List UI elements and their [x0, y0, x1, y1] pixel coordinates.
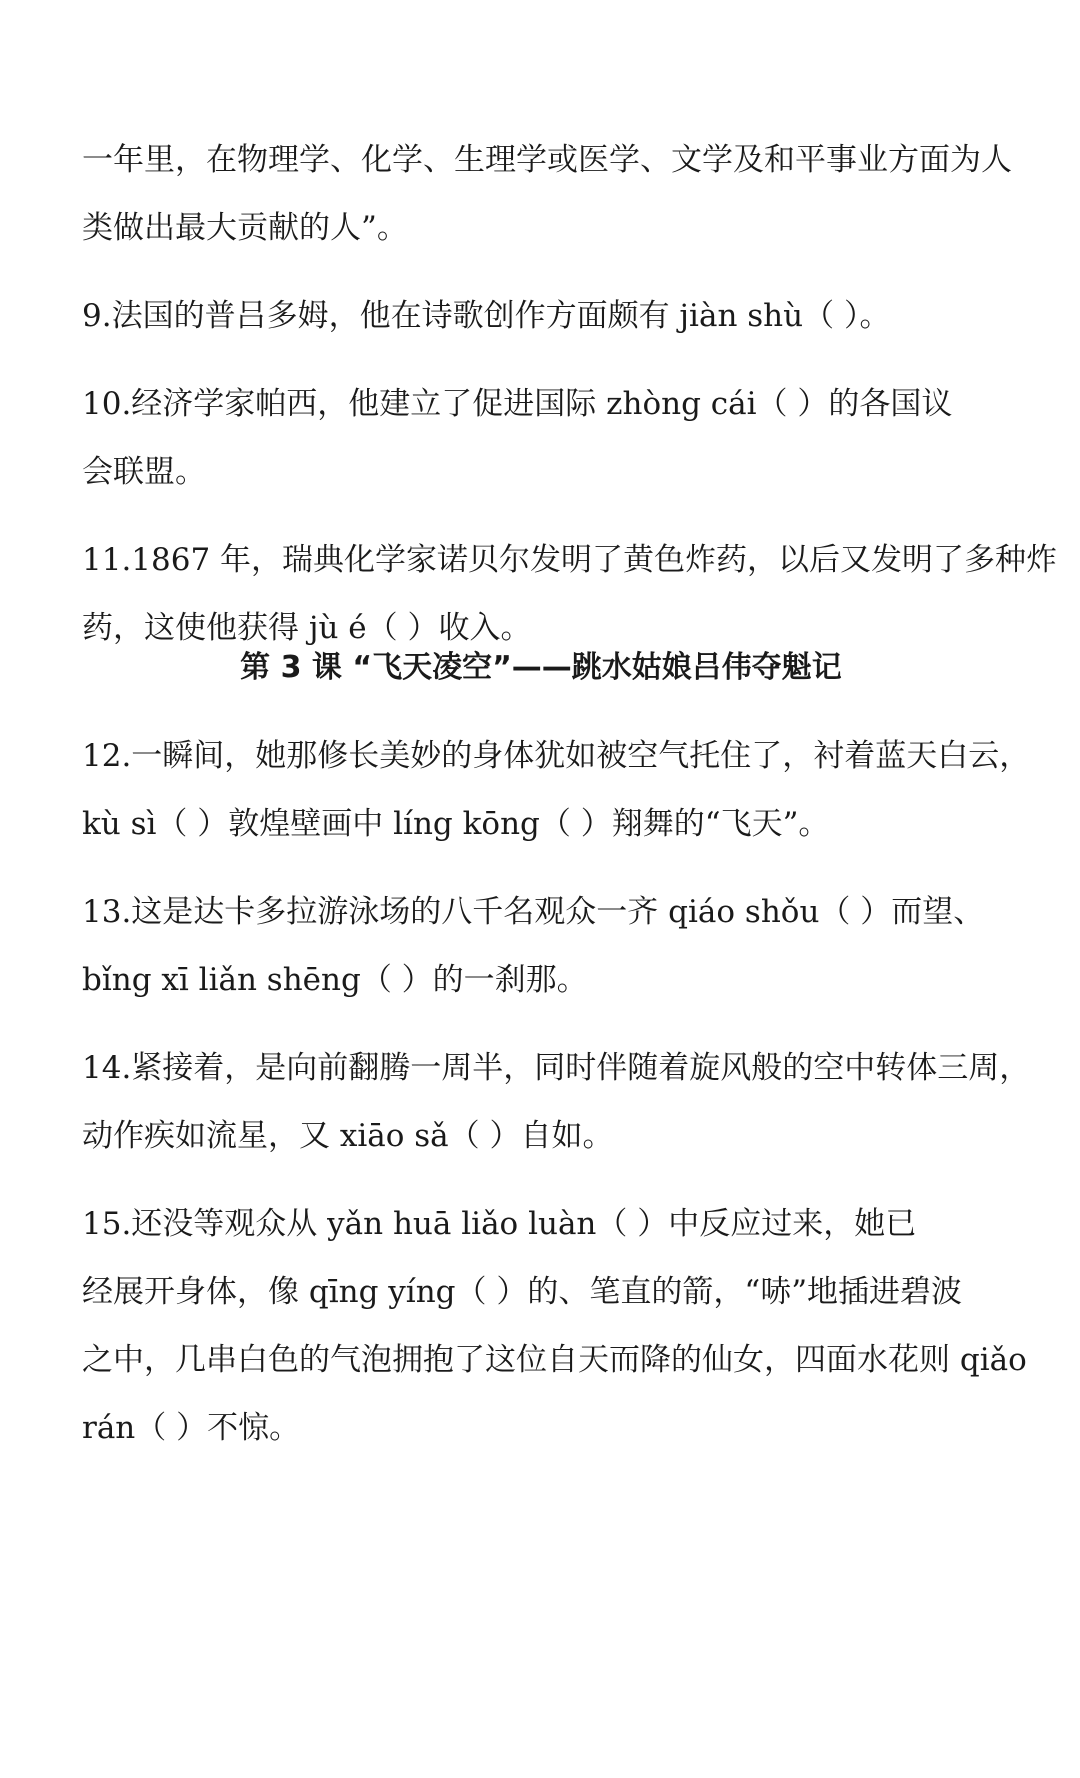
question-15-line-1: 15.还没等观众从 yǎn huā liǎo luàn（ ）中反应过来，她已	[82, 1206, 917, 1242]
question-13-line-1: 13.这是达卡多拉游泳场的八千名观众一齐 qiáo shǒu（ ）而望、	[82, 894, 985, 930]
intro-line-1: 一年里，在物理学、化学、生理学或医学、文学及和平事业方面为人	[82, 142, 1012, 178]
question-12-line-2: kù sì（ ）敦煌壁画中 líng kōng（ ）翔舞的“飞天”。	[82, 806, 830, 842]
question-11-line-2: 药，这使他获得 jù é（ ）收入。	[82, 610, 532, 646]
question-14-line-2: 动作疾如流星，又 xiāo sǎ（ ）自如。	[82, 1118, 614, 1154]
document-page	[82, 140, 1058, 1448]
question-11-line-1: 11.1867 年，瑞典化学家诺贝尔发明了黄色炸药，以后又发明了多种炸	[82, 542, 1058, 578]
question-10-line-2: 会联盟。	[82, 454, 206, 490]
lesson-title: 第 3 课 “飞天凌空”——跳水姑娘吕伟夺魁记	[240, 650, 842, 685]
question-12-line-1: 12.一瞬间，她那修长美妙的身体犹如被空气托住了，衬着蓝天白云，	[82, 738, 1031, 774]
question-14-line-1: 14.紧接着，是向前翻腾一周半，同时伴随着旋风般的空中转体三周，	[82, 1050, 1031, 1086]
intro-line-2: 类做出最大贡献的人”。	[82, 210, 408, 246]
question-10-line-1: 10.经济学家帕西，他建立了促进国际 zhòng cái（ ）的各国议	[82, 386, 953, 422]
question-13-line-2: bǐng xī liǎn shēng（ ）的一刹那。	[82, 962, 588, 998]
question-9: 9.法国的普吕多姆，他在诗歌创作方面颇有 jiàn shù（ ）。	[82, 298, 891, 334]
question-15-line-4: rán（ ）不惊。	[82, 1410, 301, 1446]
question-15-line-3: 之中，几串白色的气泡拥抱了这位自天而降的仙女，四面水花则 qiǎo	[82, 1342, 1027, 1378]
question-15-line-2: 经展开身体，像 qīng yíng（ ）的、笔直的箭，“哧”地插进碧波	[82, 1274, 963, 1310]
